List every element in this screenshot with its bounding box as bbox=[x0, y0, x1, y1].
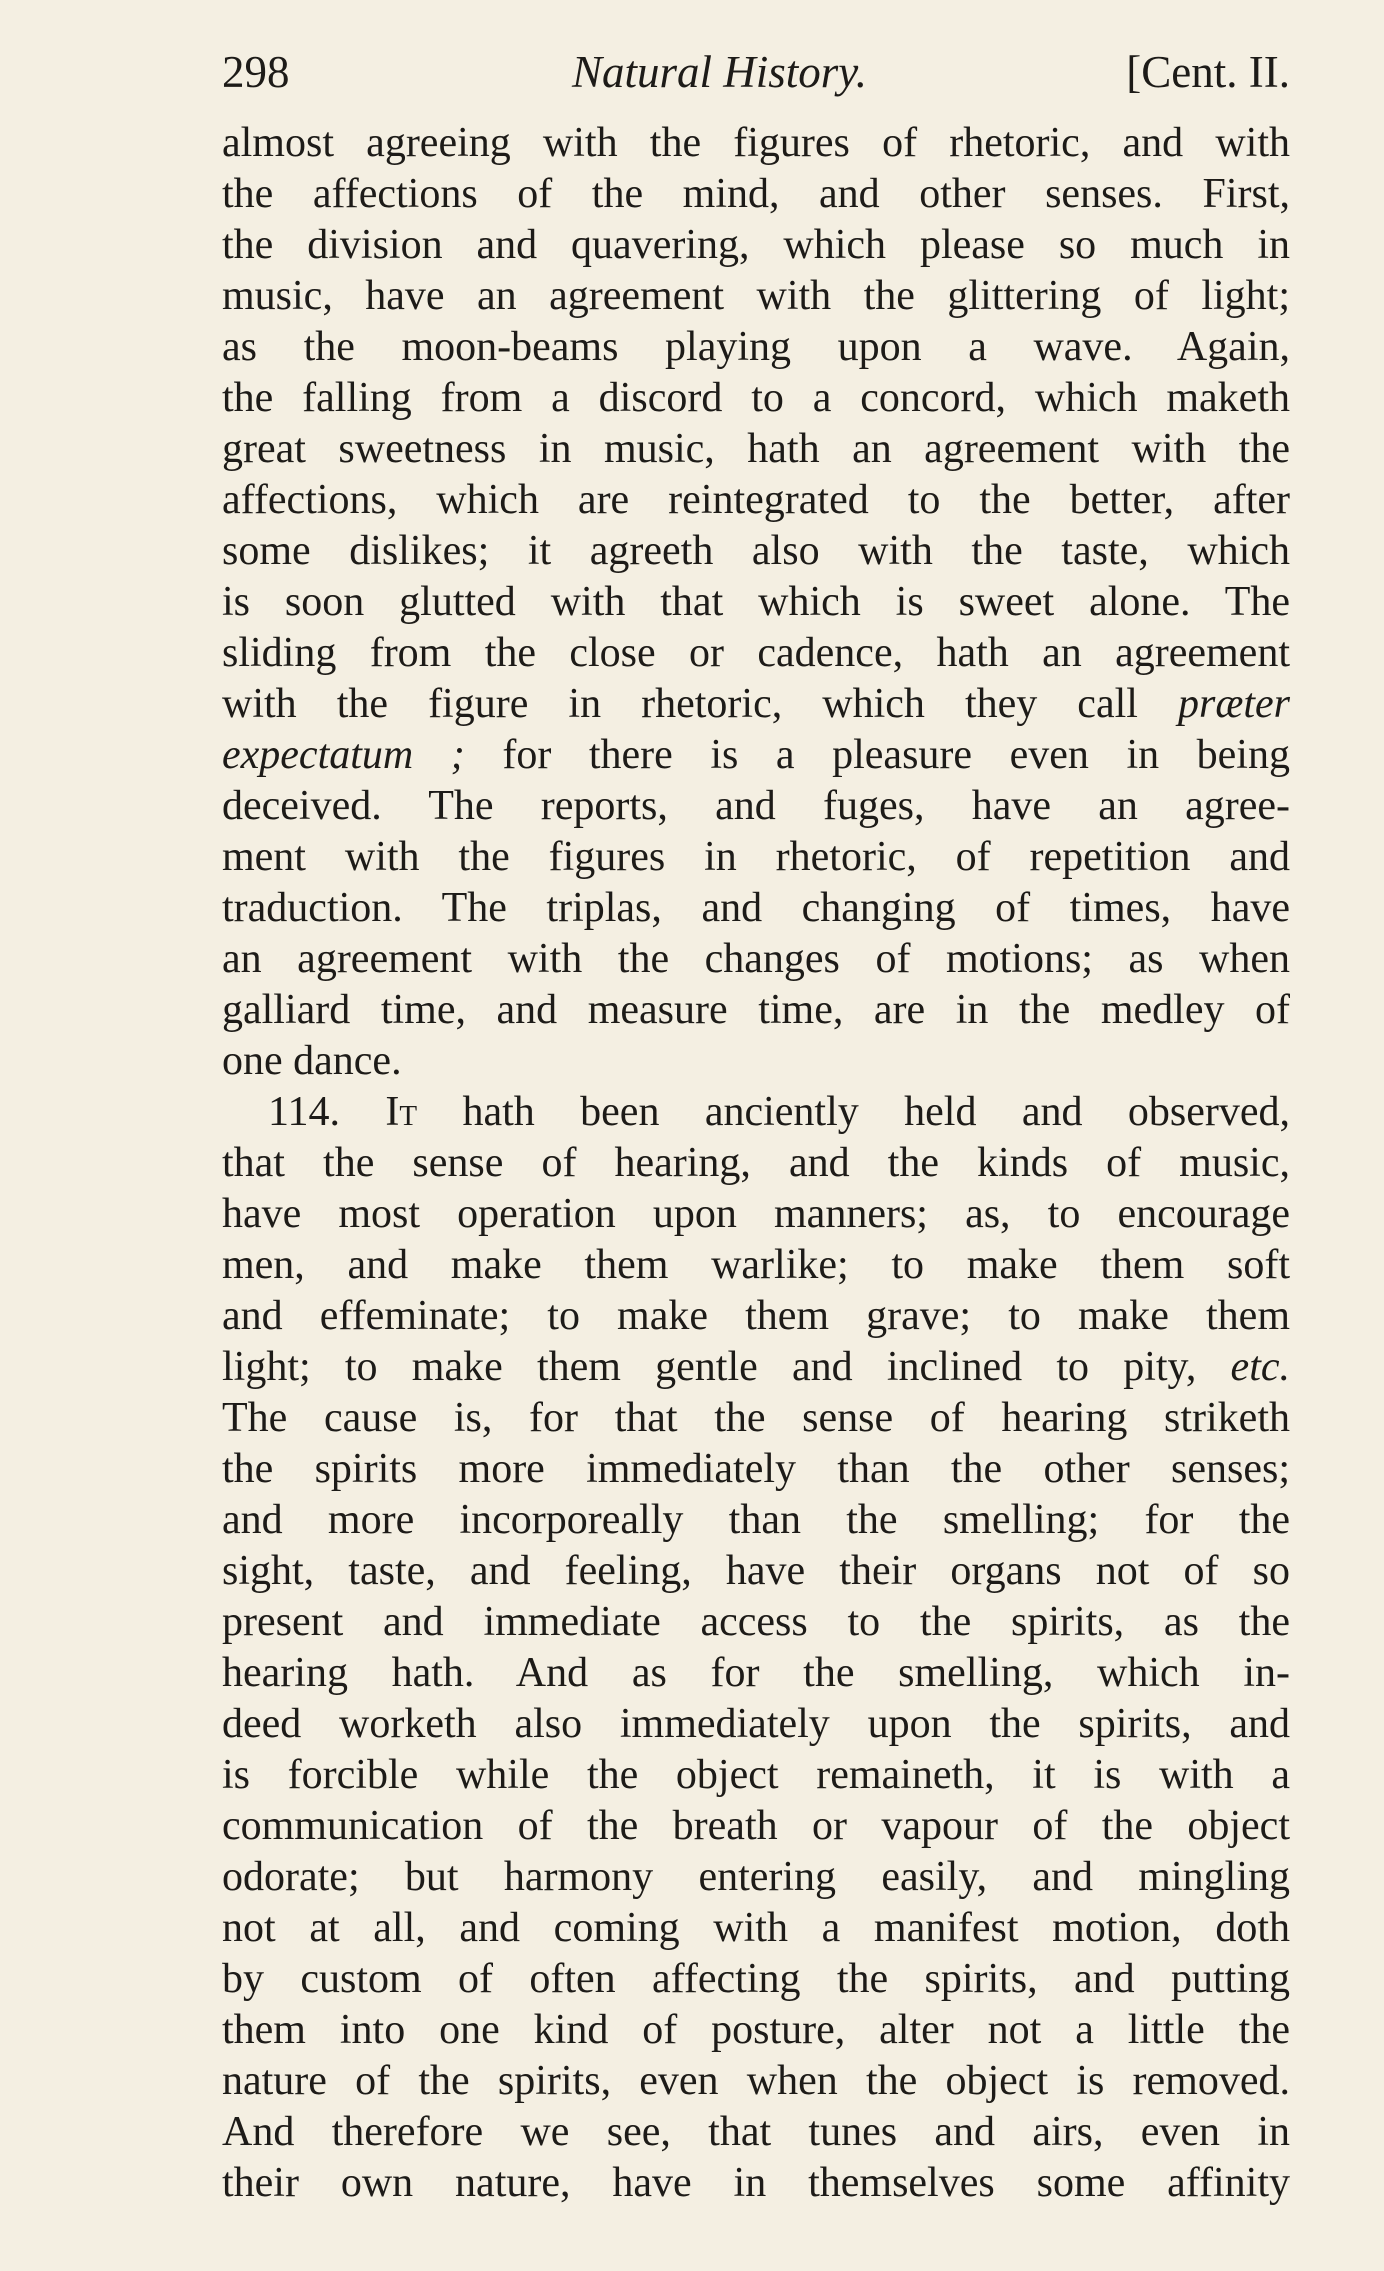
line-text: hath been anciently held and observed, bbox=[417, 1089, 1291, 1135]
text-line: that the sense of hearing, and the kinds of music, bbox=[222, 1140, 1290, 1186]
text-line: one dance. bbox=[222, 1038, 402, 1084]
line-text: with the figure in rhetoric, which they call bbox=[222, 681, 1178, 727]
text-line: deed worketh also immediately upon the spirits, and bbox=[222, 1701, 1290, 1747]
italic-phrase: præter bbox=[1177, 681, 1290, 727]
running-title: Natural History. bbox=[572, 47, 868, 97]
line-text: for there is a pleasure even in being bbox=[464, 732, 1290, 778]
text-line: the spirits more immediately than the other senses; bbox=[222, 1446, 1290, 1492]
text-line: is soon glutted with that which is sweet alone. The bbox=[222, 579, 1290, 625]
text-line: nature of the spirits, even when the object is removed. bbox=[222, 2058, 1290, 2104]
text-line: ment with the figures in rhetoric, of repetition and bbox=[222, 834, 1290, 880]
page-number: 298 bbox=[222, 47, 290, 97]
text-line bbox=[222, 679, 1290, 730]
body-text bbox=[222, 118, 1290, 2209]
line-text: light; to make them gentle and inclined to pity, bbox=[222, 1344, 1231, 1390]
paragraph-number: 114. bbox=[268, 1089, 340, 1135]
text-line: great sweetness in music, hath an agreement with the bbox=[222, 426, 1290, 472]
text-line: almost agreeing with the figures of rhetoric, and with bbox=[222, 120, 1290, 166]
text-line bbox=[222, 730, 1290, 781]
text-line: some dislikes; it agreeth also with the taste, which bbox=[222, 528, 1290, 574]
text-line: by custom of often affecting the spirits, and putting bbox=[222, 1956, 1290, 2002]
text-line: the division and quavering, which please so much in bbox=[222, 222, 1290, 268]
small-caps-word: It bbox=[385, 1089, 418, 1135]
text-line: their own nature, have in themselves some affinity bbox=[222, 2160, 1290, 2206]
text-line: affections, which are reintegrated to the better, after bbox=[222, 477, 1290, 523]
text-line: an agreement with the changes of motions; as when bbox=[222, 936, 1290, 982]
text-line bbox=[222, 1342, 1290, 1393]
text-line: hearing hath. And as for the smelling, which in- bbox=[222, 1650, 1290, 1696]
text-line: and effeminate; to make them grave; to make them bbox=[222, 1293, 1290, 1339]
text-line: men, and make them warlike; to make them soft bbox=[222, 1242, 1290, 1288]
text-line: not at all, and coming with a manifest motion, doth bbox=[222, 1905, 1290, 1951]
text-line: The cause is, for that the sense of hearing striketh bbox=[222, 1395, 1290, 1441]
text-line: have most operation upon manners; as, to encourage bbox=[222, 1191, 1290, 1237]
text-line: sight, taste, and feeling, have their organs not of so bbox=[222, 1548, 1290, 1594]
text-line: the falling from a discord to a concord, which maketh bbox=[222, 375, 1290, 421]
text-line: as the moon-beams playing upon a wave. Again, bbox=[222, 324, 1290, 370]
paragraph-start-line bbox=[222, 1087, 1290, 1138]
text-line: music, have an agreement with the glittering of light; bbox=[222, 273, 1290, 319]
text-line: traduction. The triplas, and changing of times, have bbox=[222, 885, 1290, 931]
text-line: galliard time, and measure time, are in the medley of bbox=[222, 987, 1290, 1033]
text-line: them into one kind of posture, alter not a little the bbox=[222, 2007, 1290, 2053]
text-line: odorate; but harmony entering easily, and mingling bbox=[222, 1854, 1290, 1900]
text-line: the affections of the mind, and other senses. First, bbox=[222, 171, 1290, 217]
text-line: is forcible while the object remaineth, it is with a bbox=[222, 1752, 1290, 1798]
italic-phrase: etc. bbox=[1230, 1344, 1290, 1390]
text-line: And therefore we see, that tunes and airs, even in bbox=[222, 2109, 1290, 2155]
text-line: sliding from the close or cadence, hath an agreement bbox=[222, 630, 1290, 676]
text-line: and more incorporeally than the smelling; for the bbox=[222, 1497, 1290, 1543]
text-line: communication of the breath or vapour of the object bbox=[222, 1803, 1290, 1849]
text-line: present and immediate access to the spirits, as the bbox=[222, 1599, 1290, 1645]
section-marker: [Cent. II. bbox=[1126, 47, 1290, 97]
running-head bbox=[222, 42, 1290, 102]
italic-phrase: expectatum ; bbox=[222, 732, 465, 778]
text-line: deceived. The reports, and fuges, have an agree- bbox=[222, 783, 1290, 829]
